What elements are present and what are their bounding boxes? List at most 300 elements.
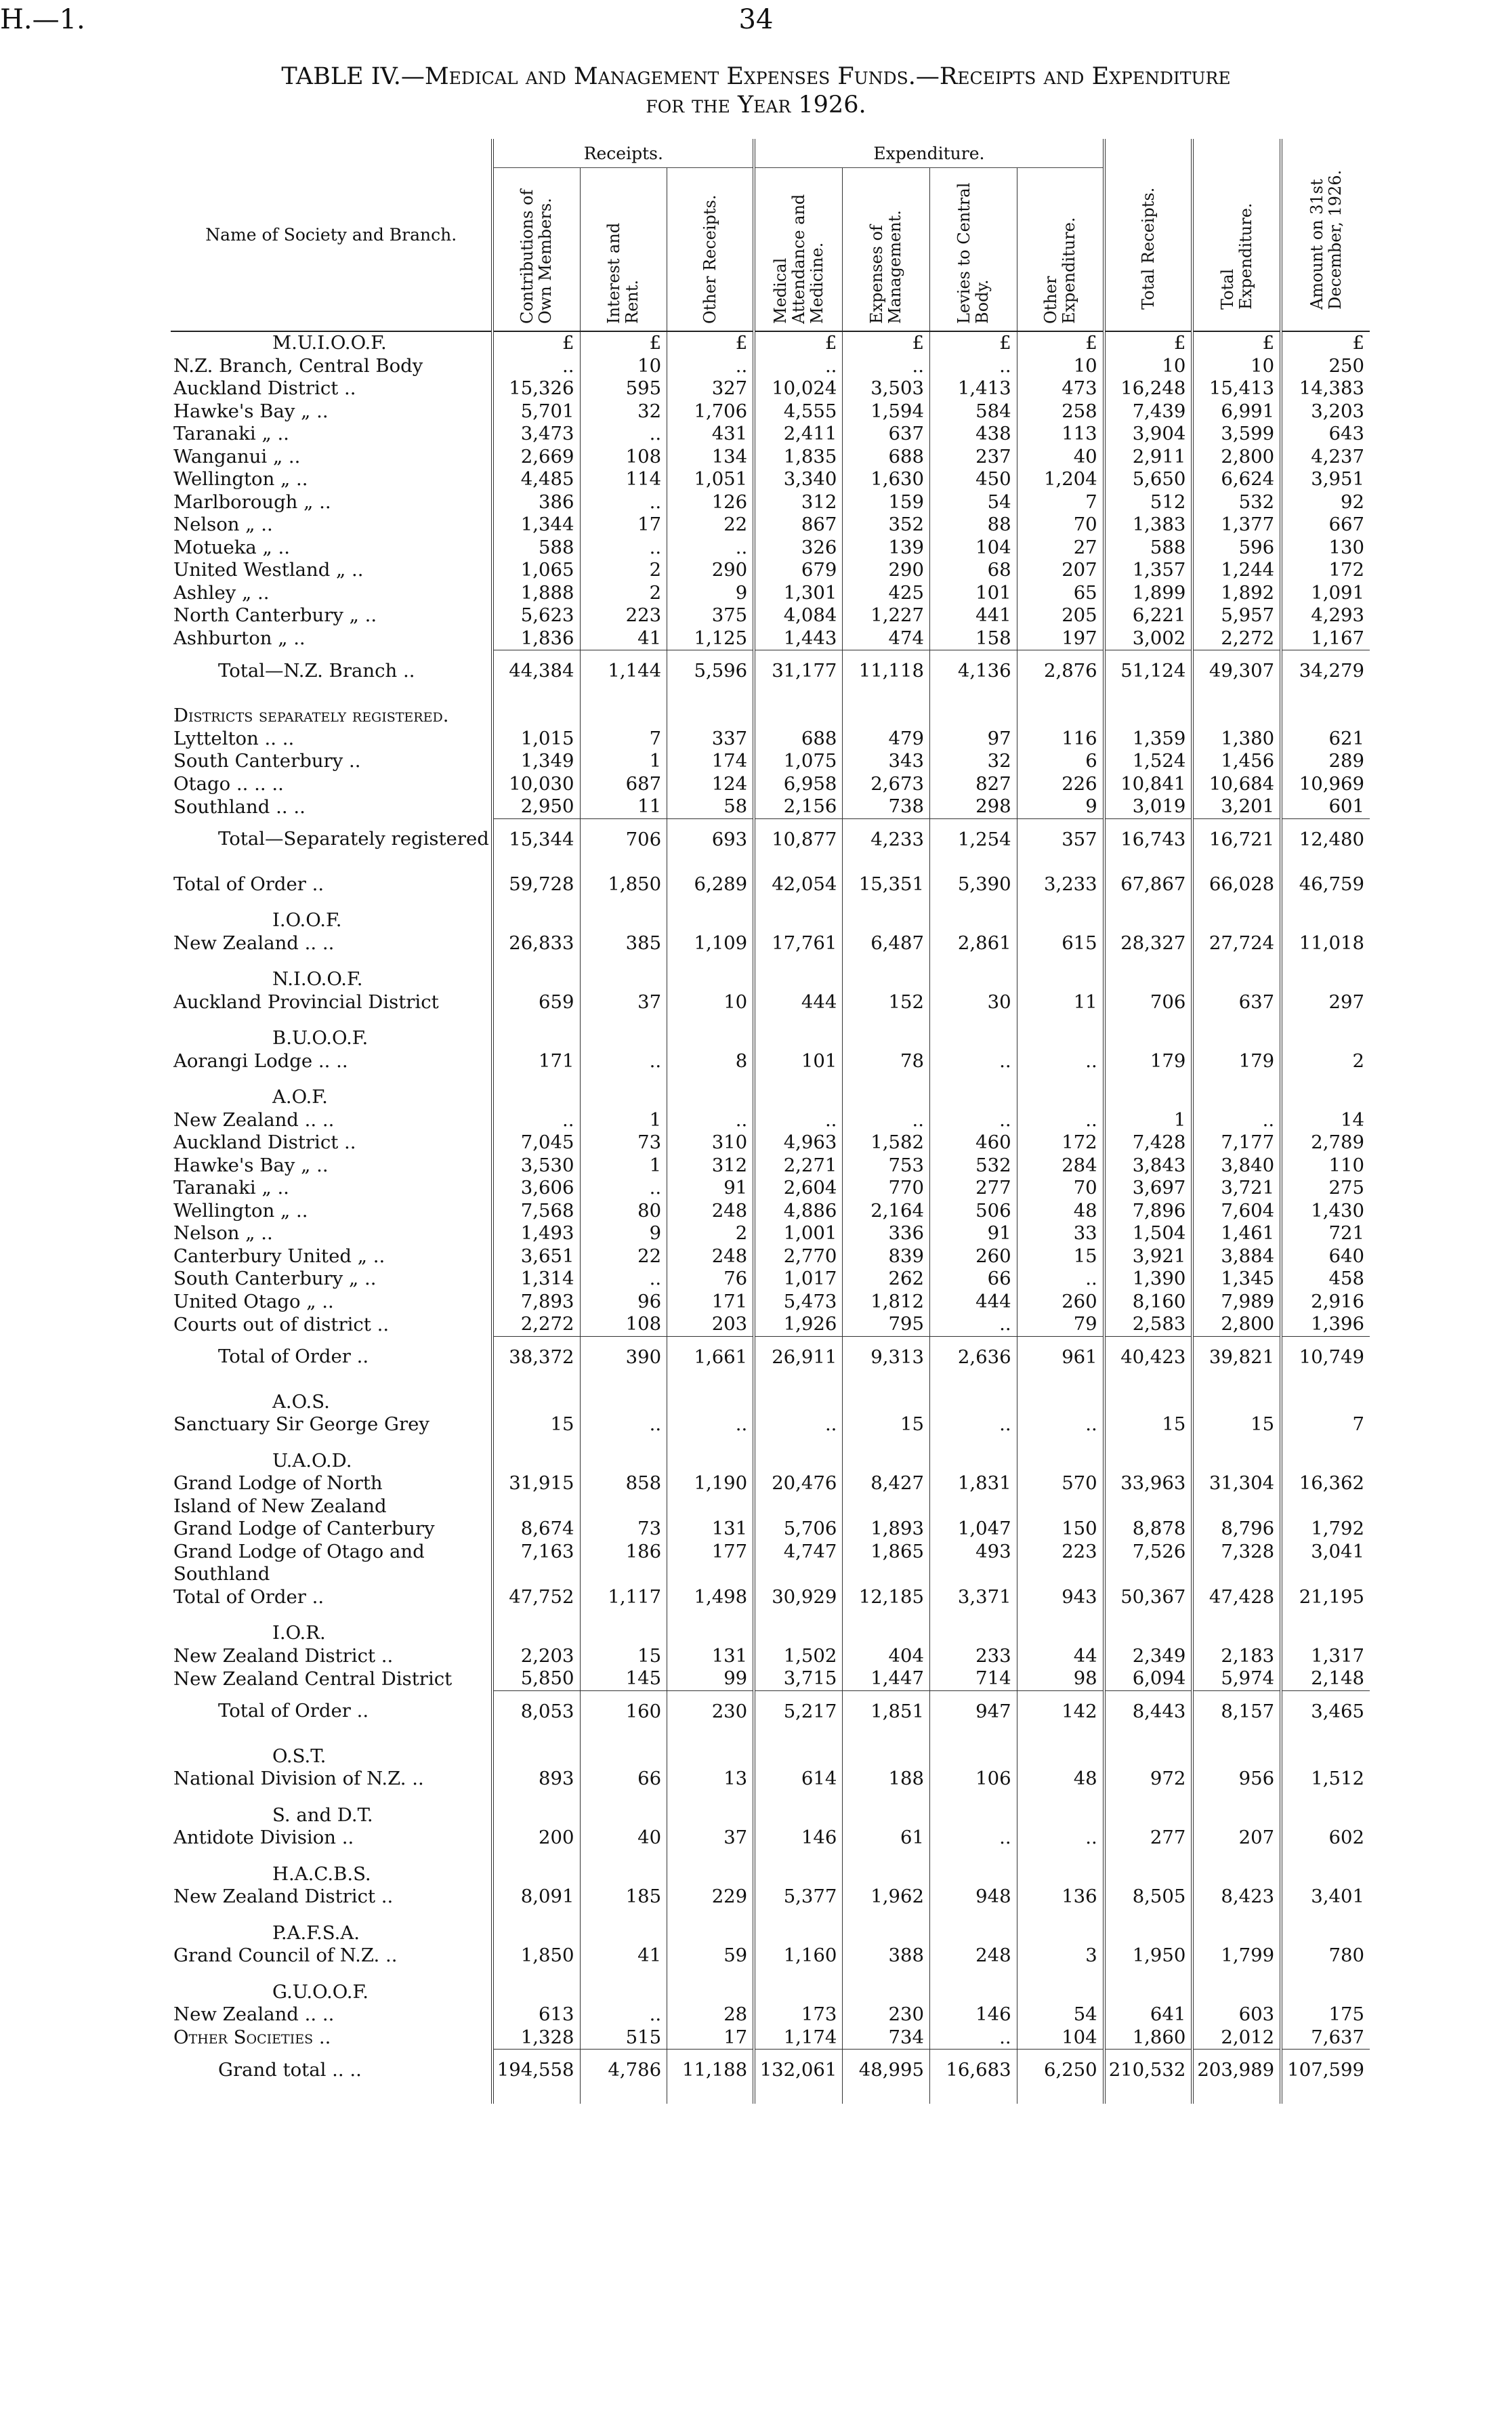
- cell-value: 171: [492, 1050, 580, 1073]
- cell-value: ..: [930, 1413, 1017, 1436]
- cell-value: [1192, 1745, 1281, 1768]
- cell-value: 40: [580, 1827, 667, 1850]
- cell-value: 1: [1104, 1109, 1193, 1132]
- cell-value: 4,293: [1281, 604, 1370, 627]
- cell-value: [667, 1391, 755, 1414]
- row-name: Southland: [173, 1563, 270, 1585]
- cell-value: 3: [1017, 1945, 1104, 1968]
- cell-value: ..: [930, 1313, 1017, 1336]
- spacer-cell: [171, 955, 492, 968]
- table-row: [171, 423, 1370, 446]
- cell-value: 1,512: [1281, 1768, 1370, 1791]
- cell-value: [754, 1563, 843, 1586]
- cell-value: 37: [667, 1827, 755, 1850]
- cell-value: 30,929: [754, 1586, 843, 1609]
- spacer-cell: [930, 1732, 1017, 1745]
- cell-value: [1104, 968, 1193, 991]
- spacer-row: [171, 1608, 1370, 1622]
- spacer-cell: [1017, 1732, 1104, 1745]
- spacer-cell: [843, 1377, 930, 1391]
- cell-value: [754, 1922, 843, 1945]
- cell-value: 1,443: [754, 627, 843, 650]
- cell-value: 124: [667, 773, 755, 796]
- cell-value: 4,485: [492, 468, 580, 491]
- cell-value: 40: [1017, 446, 1104, 469]
- cell-value: 1: [580, 1109, 667, 1132]
- cell-value: [667, 1086, 755, 1109]
- cell-value: 145: [580, 1667, 667, 1690]
- cell-value: [1104, 909, 1193, 932]
- cell-value: [1281, 1450, 1370, 1473]
- cell-value: 5,217: [754, 1690, 843, 1732]
- cell-value: 6,289: [667, 873, 755, 896]
- row-name: New Zealand .. ..: [173, 2003, 335, 2025]
- cell-value: 1,109: [667, 932, 755, 955]
- cell-value: [580, 1495, 667, 1518]
- spacer-cell: [667, 1073, 755, 1086]
- cell-value: [492, 1622, 580, 1645]
- cell-value: 637: [843, 423, 930, 446]
- cell-value: 7,526: [1104, 1541, 1193, 1564]
- spacer-cell: [930, 1014, 1017, 1027]
- spacer-cell: [580, 1014, 667, 1027]
- cell-value: 31,915: [492, 1472, 580, 1495]
- cell-value: [580, 968, 667, 991]
- cell-value: [843, 1086, 930, 1109]
- cell-value: 2,800: [1192, 1313, 1281, 1336]
- table-row: [171, 1313, 1370, 1336]
- cell-value: 3,921: [1104, 1245, 1193, 1268]
- table-row: [171, 2003, 1370, 2026]
- table-row: [171, 1645, 1370, 1668]
- row-name: Auckland District ..: [173, 1131, 356, 1153]
- cell-value: 194,558: [492, 2050, 580, 2091]
- cell-value: 3,201: [1192, 795, 1281, 818]
- row-name: Ashburton „ ..: [173, 627, 306, 649]
- cell-value: 126: [667, 491, 755, 514]
- cell-value: 9: [580, 1222, 667, 1245]
- cell-value: 38,372: [492, 1336, 580, 1377]
- cell-value: [667, 1745, 755, 1768]
- cell-value: £: [1104, 331, 1193, 355]
- cell-value: 10: [1192, 355, 1281, 378]
- cell-value: 28,327: [1104, 932, 1193, 955]
- table-row: [171, 1200, 1370, 1223]
- cell-value: ..: [930, 1050, 1017, 1073]
- table-row: [171, 1245, 1370, 1268]
- total-row: [171, 818, 1370, 860]
- cell-value: 2: [580, 582, 667, 605]
- cell-value: 693: [667, 818, 755, 860]
- cell-value: [1104, 1804, 1193, 1827]
- spacer-cell: [171, 896, 492, 909]
- cell-value: 1: [580, 1155, 667, 1178]
- table-row: [171, 932, 1370, 955]
- cell-value: 1,328: [492, 2026, 580, 2050]
- cell-value: [1192, 1622, 1281, 1645]
- spacer-cell: [667, 1909, 755, 1922]
- cell-value: 44: [1017, 1645, 1104, 1668]
- spacer-cell: [843, 1436, 930, 1450]
- cell-value: 1,117: [580, 1586, 667, 1609]
- cell-value: [1192, 1804, 1281, 1827]
- cell-value: 2,156: [754, 795, 843, 818]
- spacer-cell: [1192, 1436, 1281, 1450]
- table-row: [171, 1886, 1370, 1909]
- cell-value: 76: [667, 1268, 755, 1291]
- cell-value: [1281, 1622, 1370, 1645]
- spacer-cell: [492, 1377, 580, 1391]
- cell-value: ..: [754, 1413, 843, 1436]
- cell-value: 956: [1192, 1768, 1281, 1791]
- cell-value: 2,349: [1104, 1645, 1193, 1668]
- cell-value: [492, 1922, 580, 1945]
- cell-value: 80: [580, 1200, 667, 1223]
- cell-value: 5,650: [1104, 468, 1193, 491]
- cell-value: [754, 909, 843, 932]
- row-name: P.A.F.S.A.: [272, 1921, 360, 1944]
- cell-value: 233: [930, 1645, 1017, 1668]
- cell-value: 139: [843, 537, 930, 560]
- row-name: I.O.R.: [272, 1622, 326, 1644]
- cell-value: 1,836: [492, 627, 580, 650]
- society-heading-row: [171, 1086, 1370, 1109]
- row-name: Wellington „ ..: [173, 1199, 308, 1222]
- spacer-cell: [843, 1791, 930, 1804]
- cell-value: 706: [580, 818, 667, 860]
- row-name: Auckland Provincial District: [173, 991, 439, 1013]
- cell-value: 688: [754, 728, 843, 751]
- spacer-cell: [754, 1909, 843, 1922]
- cell-value: 10,030: [492, 773, 580, 796]
- table-row: [171, 1268, 1370, 1291]
- col-header-amount: Amount on 31st December, 1926.: [1281, 139, 1370, 331]
- row-name: Hawke's Bay „ ..: [173, 400, 329, 422]
- col-group-receipts: Receipts.: [492, 139, 754, 168]
- cell-value: [843, 1745, 930, 1768]
- cell-value: 26,833: [492, 932, 580, 955]
- table-row: [171, 1291, 1370, 1314]
- cell-value: 3,840: [1192, 1155, 1281, 1178]
- spacer-cell: [171, 1377, 492, 1391]
- cell-value: 136: [1017, 1886, 1104, 1909]
- cell-value: 59,728: [492, 873, 580, 896]
- cell-value: ..: [1017, 1268, 1104, 1291]
- cell-value: 961: [1017, 1336, 1104, 1377]
- cell-value: [1192, 909, 1281, 932]
- cell-value: 3,371: [930, 1586, 1017, 1609]
- cell-value: 15,344: [492, 818, 580, 860]
- table-title-line2: for the Year 1926.: [646, 91, 866, 119]
- row-name: Nelson „ ..: [173, 1222, 273, 1244]
- cell-value: [1104, 1495, 1193, 1518]
- cell-value: 116: [1017, 728, 1104, 751]
- cell-value: 1,349: [492, 750, 580, 773]
- cell-value: 2,183: [1192, 1645, 1281, 1668]
- table-row: [171, 1155, 1370, 1178]
- cell-value: 4,963: [754, 1131, 843, 1155]
- cell-value: 47,428: [1192, 1586, 1281, 1609]
- cell-value: 1,017: [754, 1268, 843, 1291]
- cell-value: 20,476: [754, 1472, 843, 1495]
- cell-value: 31,304: [1192, 1472, 1281, 1495]
- table-row: [171, 559, 1370, 582]
- spacer-cell: [171, 1073, 492, 1086]
- cell-value: [843, 968, 930, 991]
- cell-value: 7,045: [492, 1131, 580, 1155]
- cell-value: ..: [1017, 1827, 1104, 1850]
- cell-value: 2,203: [492, 1645, 580, 1668]
- cell-value: 48: [1017, 1768, 1104, 1791]
- cell-value: 595: [580, 377, 667, 400]
- cell-value: [754, 1863, 843, 1886]
- spacer-cell: [930, 1791, 1017, 1804]
- cell-value: 584: [930, 400, 1017, 423]
- cell-value: 621: [1281, 728, 1370, 751]
- cell-value: [754, 705, 843, 728]
- cell-value: 1,447: [843, 1667, 930, 1690]
- cell-value: [843, 1622, 930, 1645]
- cell-value: 515: [580, 2026, 667, 2050]
- spacer-cell: [1017, 1014, 1104, 1027]
- cell-value: 7,177: [1192, 1131, 1281, 1155]
- cell-value: 3,503: [843, 377, 930, 400]
- cell-value: 66,028: [1192, 873, 1281, 896]
- cell-value: 326: [754, 537, 843, 560]
- cell-value: 106: [930, 1768, 1017, 1791]
- society-heading-row: [171, 331, 1370, 355]
- table-row: [171, 705, 1370, 728]
- row-name: Island of New Zealand: [173, 1495, 387, 1517]
- spacer-cell: [754, 1850, 843, 1863]
- cell-value: 458: [1281, 1268, 1370, 1291]
- cell-value: £: [667, 331, 755, 355]
- cell-value: 8,053: [492, 1690, 580, 1732]
- cell-value: 3,951: [1281, 468, 1370, 491]
- cell-value: 839: [843, 1245, 930, 1268]
- spacer-cell: [580, 1909, 667, 1922]
- cell-value: 493: [930, 1541, 1017, 1564]
- cell-value: 4,747: [754, 1541, 843, 1564]
- spacer-cell: [171, 691, 492, 705]
- cell-value: ..: [1192, 1109, 1281, 1132]
- cell-value: 160: [580, 1690, 667, 1732]
- cell-value: 2: [667, 1222, 755, 1245]
- cell-value: ..: [492, 1109, 580, 1132]
- cell-value: 596: [1192, 537, 1281, 560]
- table-row: [171, 1177, 1370, 1200]
- spacer-cell: [843, 1850, 930, 1863]
- cell-value: 250: [1281, 355, 1370, 378]
- cell-value: 1,850: [580, 873, 667, 896]
- spacer-cell: [1104, 1909, 1193, 1922]
- cell-value: 8,796: [1192, 1518, 1281, 1541]
- cell-value: 3,697: [1104, 1177, 1193, 1200]
- cell-value: 248: [667, 1200, 755, 1223]
- spacer-cell: [1281, 955, 1370, 968]
- cell-value: [667, 1563, 755, 1586]
- cell-value: 150: [1017, 1518, 1104, 1541]
- cell-value: [754, 1622, 843, 1645]
- cell-value: 46,759: [1281, 873, 1370, 896]
- cell-value: ..: [492, 355, 580, 378]
- cell-value: 229: [667, 1886, 755, 1909]
- cell-value: [1281, 1563, 1370, 1586]
- cell-value: 16,721: [1192, 818, 1281, 860]
- cell-value: 7,428: [1104, 1131, 1193, 1155]
- cell-value: [667, 1027, 755, 1050]
- cell-value: 867: [754, 514, 843, 537]
- cell-value: 2,272: [492, 1313, 580, 1336]
- cell-value: 7,568: [492, 1200, 580, 1223]
- row-name: New Zealand District ..: [173, 1886, 394, 1907]
- table-body: [171, 331, 1370, 2104]
- spacer-cell: [492, 1968, 580, 1981]
- cell-value: 357: [1017, 818, 1104, 860]
- col-header-name: Name of Society and Branch.: [171, 139, 492, 331]
- cell-value: 27: [1017, 537, 1104, 560]
- cell-value: 3,465: [1281, 1690, 1370, 1732]
- spacer-cell: [1104, 860, 1193, 873]
- cell-value: 512: [1104, 491, 1193, 514]
- spacer-cell: [171, 1608, 492, 1622]
- col-header-interest: Interest and Rent.: [580, 168, 667, 332]
- cell-value: 1,851: [843, 1690, 930, 1732]
- cell-value: [492, 1563, 580, 1586]
- spacer-cell: [754, 1791, 843, 1804]
- cell-value: 10: [580, 355, 667, 378]
- cell-value: 4,786: [580, 2050, 667, 2091]
- cell-value: [843, 1922, 930, 1945]
- spacer-cell: [754, 1968, 843, 1981]
- cell-value: 248: [667, 1245, 755, 1268]
- cell-value: 613: [492, 2003, 580, 2026]
- row-name: U.A.O.D.: [272, 1449, 352, 1472]
- table-row: [171, 1518, 1370, 1541]
- row-name: Grand Lodge of North: [173, 1472, 383, 1494]
- cell-value: 32: [930, 750, 1017, 773]
- cell-value: [492, 1450, 580, 1473]
- row-name: Antidote Division ..: [173, 1827, 354, 1848]
- spacer-cell: [667, 955, 755, 968]
- spacer-row: [171, 1436, 1370, 1450]
- col-header-total-receipts: Total Receipts.: [1104, 139, 1193, 331]
- spacer-cell: [1281, 1968, 1370, 1981]
- cell-value: [930, 1027, 1017, 1050]
- cell-value: 42,054: [754, 873, 843, 896]
- cell-value: [754, 1086, 843, 1109]
- cell-value: [930, 968, 1017, 991]
- table-row: [171, 728, 1370, 751]
- spacer-cell: [492, 1014, 580, 1027]
- society-heading-row: [171, 1804, 1370, 1827]
- cell-value: 15: [1017, 1245, 1104, 1268]
- spacer-row: [171, 1909, 1370, 1922]
- row-name: Hawke's Bay „ ..: [173, 1154, 329, 1176]
- cell-value: 188: [843, 1768, 930, 1791]
- cell-value: 67,867: [1104, 873, 1193, 896]
- spacer-cell: [1017, 691, 1104, 705]
- cell-value: 223: [580, 604, 667, 627]
- cell-value: 640: [1281, 1245, 1370, 1268]
- cell-value: 6,991: [1192, 400, 1281, 423]
- cell-value: 770: [843, 1177, 930, 1200]
- cell-value: 1,015: [492, 728, 580, 751]
- spacer-cell: [1192, 1014, 1281, 1027]
- cell-value: [1192, 1495, 1281, 1518]
- cell-value: 641: [1104, 2003, 1193, 2026]
- cell-value: 177: [667, 1541, 755, 1564]
- cell-value: 5,957: [1192, 604, 1281, 627]
- row-name: United Otago „ ..: [173, 1290, 334, 1312]
- row-name: Total of Order ..: [173, 873, 324, 895]
- spacer-cell: [754, 1014, 843, 1027]
- cell-value: [1281, 968, 1370, 991]
- cell-value: [843, 1804, 930, 1827]
- cell-value: [930, 1495, 1017, 1518]
- cell-value: £: [754, 331, 843, 355]
- cell-value: 1,075: [754, 750, 843, 773]
- cell-value: 1,204: [1017, 468, 1104, 491]
- table-row: [171, 1472, 1370, 1495]
- cell-value: 14: [1281, 1109, 1370, 1132]
- cell-value: 425: [843, 582, 930, 605]
- spacer-row: [171, 860, 1370, 873]
- cell-value: 107,599: [1281, 2050, 1370, 2091]
- cell-value: 473: [1017, 377, 1104, 400]
- spacer-cell: [1104, 1014, 1193, 1027]
- cell-value: 2,669: [492, 446, 580, 469]
- row-name: Canterbury United „ ..: [173, 1245, 385, 1267]
- cell-value: 1,792: [1281, 1518, 1370, 1541]
- table-header: [171, 139, 1370, 331]
- cell-value: [843, 1981, 930, 2004]
- cell-value: 460: [930, 1131, 1017, 1155]
- cell-value: 5,701: [492, 400, 580, 423]
- cell-value: 441: [930, 604, 1017, 627]
- col-header-other-receipts: Other Receipts.: [667, 168, 755, 332]
- spacer-cell: [1104, 1791, 1193, 1804]
- row-name: S. and D.T.: [272, 1804, 373, 1826]
- cell-value: [843, 1863, 930, 1886]
- cell-value: [1281, 705, 1370, 728]
- spacer-cell: [1192, 955, 1281, 968]
- cell-value: 1,661: [667, 1336, 755, 1377]
- cell-value: 1,377: [1192, 514, 1281, 537]
- cell-value: 91: [930, 1222, 1017, 1245]
- spacer-cell: [1281, 1073, 1370, 1086]
- cell-value: 1,835: [754, 446, 843, 469]
- page-number: 34: [738, 4, 774, 35]
- cell-value: [1104, 1027, 1193, 1050]
- spacer-cell: [930, 1073, 1017, 1086]
- cell-value: 753: [843, 1155, 930, 1178]
- cell-value: 10,969: [1281, 773, 1370, 796]
- spacer-cell: [492, 955, 580, 968]
- cell-value: 15: [580, 1645, 667, 1668]
- cell-value: 108: [580, 1313, 667, 1336]
- cell-value: 7,637: [1281, 2026, 1370, 2050]
- row-name: Total of Order ..: [218, 1346, 369, 1368]
- cell-value: 21,195: [1281, 1586, 1370, 1609]
- spacer-cell: [930, 896, 1017, 909]
- cell-value: [667, 1450, 755, 1473]
- cell-value: [1104, 705, 1193, 728]
- cell-value: 943: [1017, 1586, 1104, 1609]
- cell-value: 15: [1104, 1413, 1193, 1436]
- cell-value: 6,250: [1017, 2050, 1104, 2091]
- cell-value: 15: [1192, 1413, 1281, 1436]
